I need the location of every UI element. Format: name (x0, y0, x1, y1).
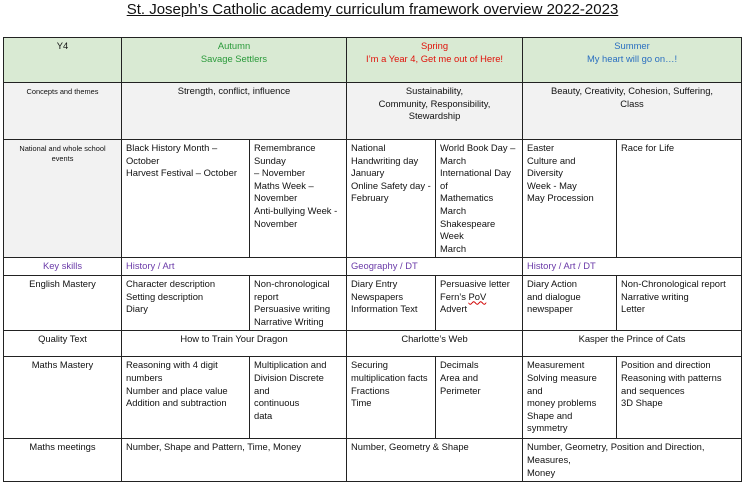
english-item: Diary Action (527, 277, 578, 289)
event-item: Week - May (527, 179, 577, 191)
concepts-spring-line: Sustainability, (405, 85, 464, 96)
event-item: Anti-bullying Week - (254, 204, 338, 216)
event-item: Easter (527, 142, 555, 153)
maths-meetings-summer (523, 439, 742, 482)
english-item: Information Text (351, 303, 418, 315)
concepts-autumn: Strength, conflict, influence (122, 83, 347, 140)
maths-meetings-autumn: Number, Shape and Pattern, Time, Money (122, 439, 347, 482)
english-row (4, 275, 742, 330)
maths-item: Securing (351, 359, 389, 371)
maths-meetings-spring: Number, Geometry & Shape (347, 439, 523, 482)
english-item (440, 291, 518, 304)
concepts-label: Concepts and themes (4, 83, 122, 140)
concepts-spring-line: Stewardship (408, 110, 461, 122)
event-item: Remembrance Sunday (254, 142, 319, 166)
english-label: English Mastery (4, 275, 122, 330)
english-item: Setting description (126, 290, 204, 302)
key-skills-summer: History / Art / DT (523, 258, 742, 276)
maths-meetings-row (4, 439, 742, 482)
maths-label: Maths Mastery (4, 357, 122, 439)
english-spring-b (436, 275, 523, 330)
english-item: and dialogue (527, 290, 581, 302)
quality-text-row (4, 331, 742, 357)
event-item: March (440, 242, 467, 254)
english-item: Character description (126, 277, 216, 289)
key-skills-spring: Geography / DT (347, 258, 523, 276)
maths-summer-a (523, 357, 617, 439)
events-label-line: events (51, 153, 74, 163)
maths-item: Position and direction (621, 359, 711, 371)
term-spring-name: Spring (420, 40, 449, 51)
events-label-line: National and whole school (19, 144, 106, 153)
concepts-summer-line: Class (620, 97, 644, 109)
maths-item: Division Discrete and (254, 371, 327, 396)
maths-spring-b (436, 357, 523, 439)
events-autumn-b (250, 140, 347, 258)
events-autumn-a (122, 140, 250, 258)
maths-item: 3D Shape (621, 397, 663, 409)
english-item: Persuasive writing (254, 303, 331, 315)
concepts-spring (347, 83, 523, 140)
maths-autumn-a (122, 357, 250, 439)
quality-text-summer: Kasper the Prince of Cats (523, 331, 742, 357)
maths-item: Addition and subtraction (126, 397, 227, 409)
event-item: Online Safety day - (351, 179, 431, 191)
year-cell: Y4 (4, 38, 122, 83)
key-skills-autumn: History / Art (122, 258, 347, 276)
event-item: February (351, 192, 389, 204)
maths-item: Number and place value (126, 384, 228, 396)
maths-row (4, 357, 742, 439)
term-autumn-subtitle: Savage Settlers (200, 52, 268, 64)
spellcheck-marked-word: PoV (468, 290, 487, 302)
header-row (4, 38, 742, 83)
events-summer-b (617, 140, 742, 258)
english-item: newspaper (527, 303, 573, 315)
english-spring-a (347, 275, 436, 330)
event-item: National (351, 142, 386, 153)
english-autumn-a (122, 275, 250, 330)
term-autumn-name: Autumn (217, 40, 251, 51)
curriculum-table (3, 37, 742, 482)
concepts-summer (523, 83, 742, 140)
quality-text-autumn: How to Train Your Dragon (122, 331, 347, 357)
quality-text-spring: Charlotte’s Web (347, 331, 523, 357)
maths-meetings-line: Number, Geometry, Position and Direction, Measures, (527, 441, 708, 465)
key-skills-label: Key skills (4, 258, 122, 276)
concepts-row (4, 83, 742, 140)
maths-spring-a (347, 357, 436, 439)
maths-meetings-label: Maths meetings (4, 439, 122, 482)
english-item: Non-chronological (254, 277, 330, 289)
term-autumn (122, 38, 347, 83)
english-item: report (254, 290, 279, 302)
event-item: Black History Month – October (126, 142, 220, 166)
english-item: Narrative Writing (254, 315, 324, 327)
event-item: Mathematics (440, 192, 494, 204)
event-item: March (440, 204, 467, 216)
concepts-spring-line: Community, Responsibility, (378, 97, 491, 109)
maths-item: Reasoning with 4 digit (126, 359, 218, 371)
term-spring-subtitle: I’m a Year 4, Get me out of Here! (365, 52, 504, 64)
term-summer (523, 38, 742, 83)
maths-item: Reasoning with patterns (621, 371, 722, 383)
maths-item: multiplication facts (351, 371, 428, 383)
english-item: Diary (126, 303, 148, 315)
events-spring-b (436, 140, 523, 258)
maths-item: continuous (254, 397, 300, 409)
english-summer-b (617, 275, 742, 330)
english-item: Advert (440, 303, 468, 315)
event-item: May Procession (527, 192, 594, 204)
events-label (4, 140, 122, 258)
maths-item: Measurement (527, 359, 585, 371)
maths-meetings-line: Money (527, 466, 556, 478)
maths-summer-b (617, 357, 742, 439)
maths-item: numbers (126, 371, 163, 383)
event-item: Shakespeare Week (440, 217, 498, 242)
english-item: Narrative writing (621, 290, 689, 302)
maths-item: Decimals (440, 359, 479, 371)
english-item: Persuasive letter (440, 277, 510, 289)
event-item: March (440, 154, 467, 166)
event-item: International Day of (440, 167, 514, 191)
maths-autumn-b (250, 357, 347, 439)
concepts-summer-line: Beauty, Creativity, Cohesion, Suffering, (550, 85, 714, 96)
event-item: November (254, 217, 298, 229)
english-item: Letter (621, 303, 645, 315)
maths-item: money problems (527, 397, 597, 409)
term-summer-name: Summer (614, 40, 650, 51)
english-summer-a (523, 275, 617, 330)
english-item: Diary Entry (351, 277, 398, 289)
maths-item: data (254, 409, 273, 421)
english-item: Newspapers (351, 290, 404, 302)
events-row (4, 140, 742, 258)
key-skills-row (4, 258, 742, 276)
english-item-text: Fern’s (440, 290, 469, 302)
event-item: Maths Week – November (254, 179, 317, 204)
event-item: Culture and Diversity (527, 154, 579, 179)
maths-item: Shape and symmetry (527, 409, 575, 434)
events-spring-a (347, 140, 436, 258)
term-spring (347, 38, 523, 83)
event-item: Harvest Festival – October (126, 167, 237, 179)
quality-text-label: Quality Text (4, 331, 122, 357)
maths-item: and sequences (621, 384, 685, 396)
event-item: World Book Day – (440, 142, 516, 153)
maths-item: Multiplication and (254, 359, 327, 371)
maths-item: Area and (440, 371, 479, 383)
maths-item: Fractions (351, 384, 390, 396)
event-item: – November (254, 167, 306, 179)
event-item: Handwriting day (351, 154, 419, 166)
maths-item: Time (351, 397, 372, 409)
maths-item: Solving measure and (527, 371, 600, 396)
events-summer-a (523, 140, 617, 258)
english-autumn-b (250, 275, 347, 330)
maths-item: Perimeter (440, 384, 481, 396)
term-summer-subtitle: My heart will go on…! (586, 52, 678, 64)
event-item: Race for Life (621, 142, 675, 153)
page-title: St. Joseph’s Catholic academy curriculum framework overview 2022-2023 (126, 1, 619, 18)
event-item: January (351, 167, 385, 179)
english-item: Non-Chronological report (621, 277, 726, 289)
